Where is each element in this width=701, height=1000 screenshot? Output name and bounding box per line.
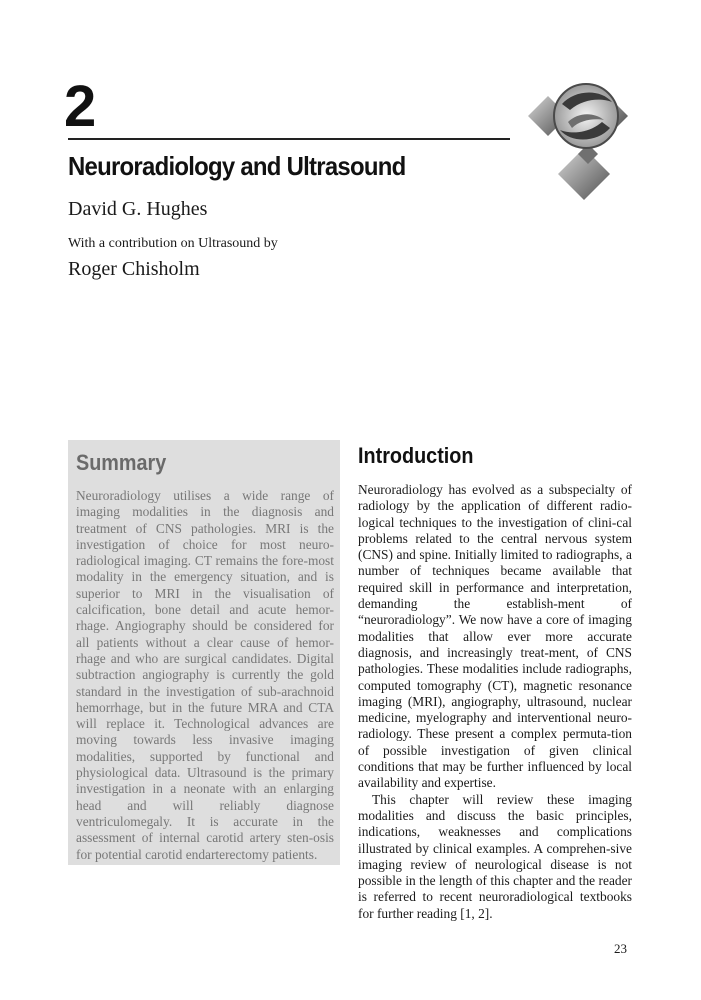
introduction-heading: Introduction (358, 443, 474, 468)
contribution-note: With a contribution on Ultrasound by (68, 236, 278, 251)
diamond-emblem-icon (508, 72, 636, 218)
introduction-paragraph: Neuroradiology has evolved as a subspecialty of radiology by the application of different radio-logical techniques to the investigation of clini-cal problems related to the central nervous system (CNS) and spine. Initially limited to radiographs, a number of techniques became available that required skill in performance and interpretation, demanding the establish-ment of “neuroradiology”. We now have a core of imaging modalities that allow ever more accurate diagnosis, and increasingly treat-ment, of CNS pathologies. These modalities include radiographs, computed tomography (CT), magnetic resonance imaging (MRI), angiography, ultrasound, nuclear medicine, myelography and interventional neuro-radiology. These present a complex permuta-tion of possible investigation of given clinical conditions that may be further influenced by local availability and expertise. (358, 482, 632, 791)
summary-box (68, 440, 340, 865)
summary-text: Neuroradiology utilises a wide range of imaging modalities in the diagnosis and treatment of CNS pathologies. MRI is the investigation of choice for most neuro-radiological imaging. CT remains the fore-most modality in the emergency situation, and is superior to MRI in the visualisation of calcification, bone detail and acute hemor-rhage. Angiography should be considered for all patients without a clear cause of hemor-rhage and who are surgical candidates. Digital subtraction angiography is currently the gold standard in the investigation of sub-arachnoid hemorrhage, but in the future MRA and CTA will replace it. Technological advances are moving towards less invasive imaging modalities, supported by functional and physiological data. Ultrasound is the primary investigation in a neonate with an enlarging head and will reliably diagnose ventriculomegaly. It is accurate in the assessment of internal carotid artery sten-osis for potential carotid endarterectomy patients. (76, 488, 334, 862)
chapter-number: 2 (64, 74, 96, 139)
contributor-name: Roger Chisholm (68, 258, 200, 280)
introduction-paragraph: This chapter will review these imaging modalities and discuss the basic principles, indications, weaknesses and complications illustrated by clinical examples. A comprehen-sive imaging review of neurological disease is not possible in the length of this chapter and the reader is referred to recent neuroradiological textbooks for further reading [1, 2]. (358, 791, 632, 921)
chapter-title: Neuroradiology and Ultrasound (68, 151, 406, 181)
chapter-rule (68, 138, 510, 140)
summary-heading: Summary (76, 450, 167, 475)
page-number: 23 (614, 941, 627, 956)
introduction-body (358, 482, 632, 922)
author-name: David G. Hughes (68, 198, 208, 220)
